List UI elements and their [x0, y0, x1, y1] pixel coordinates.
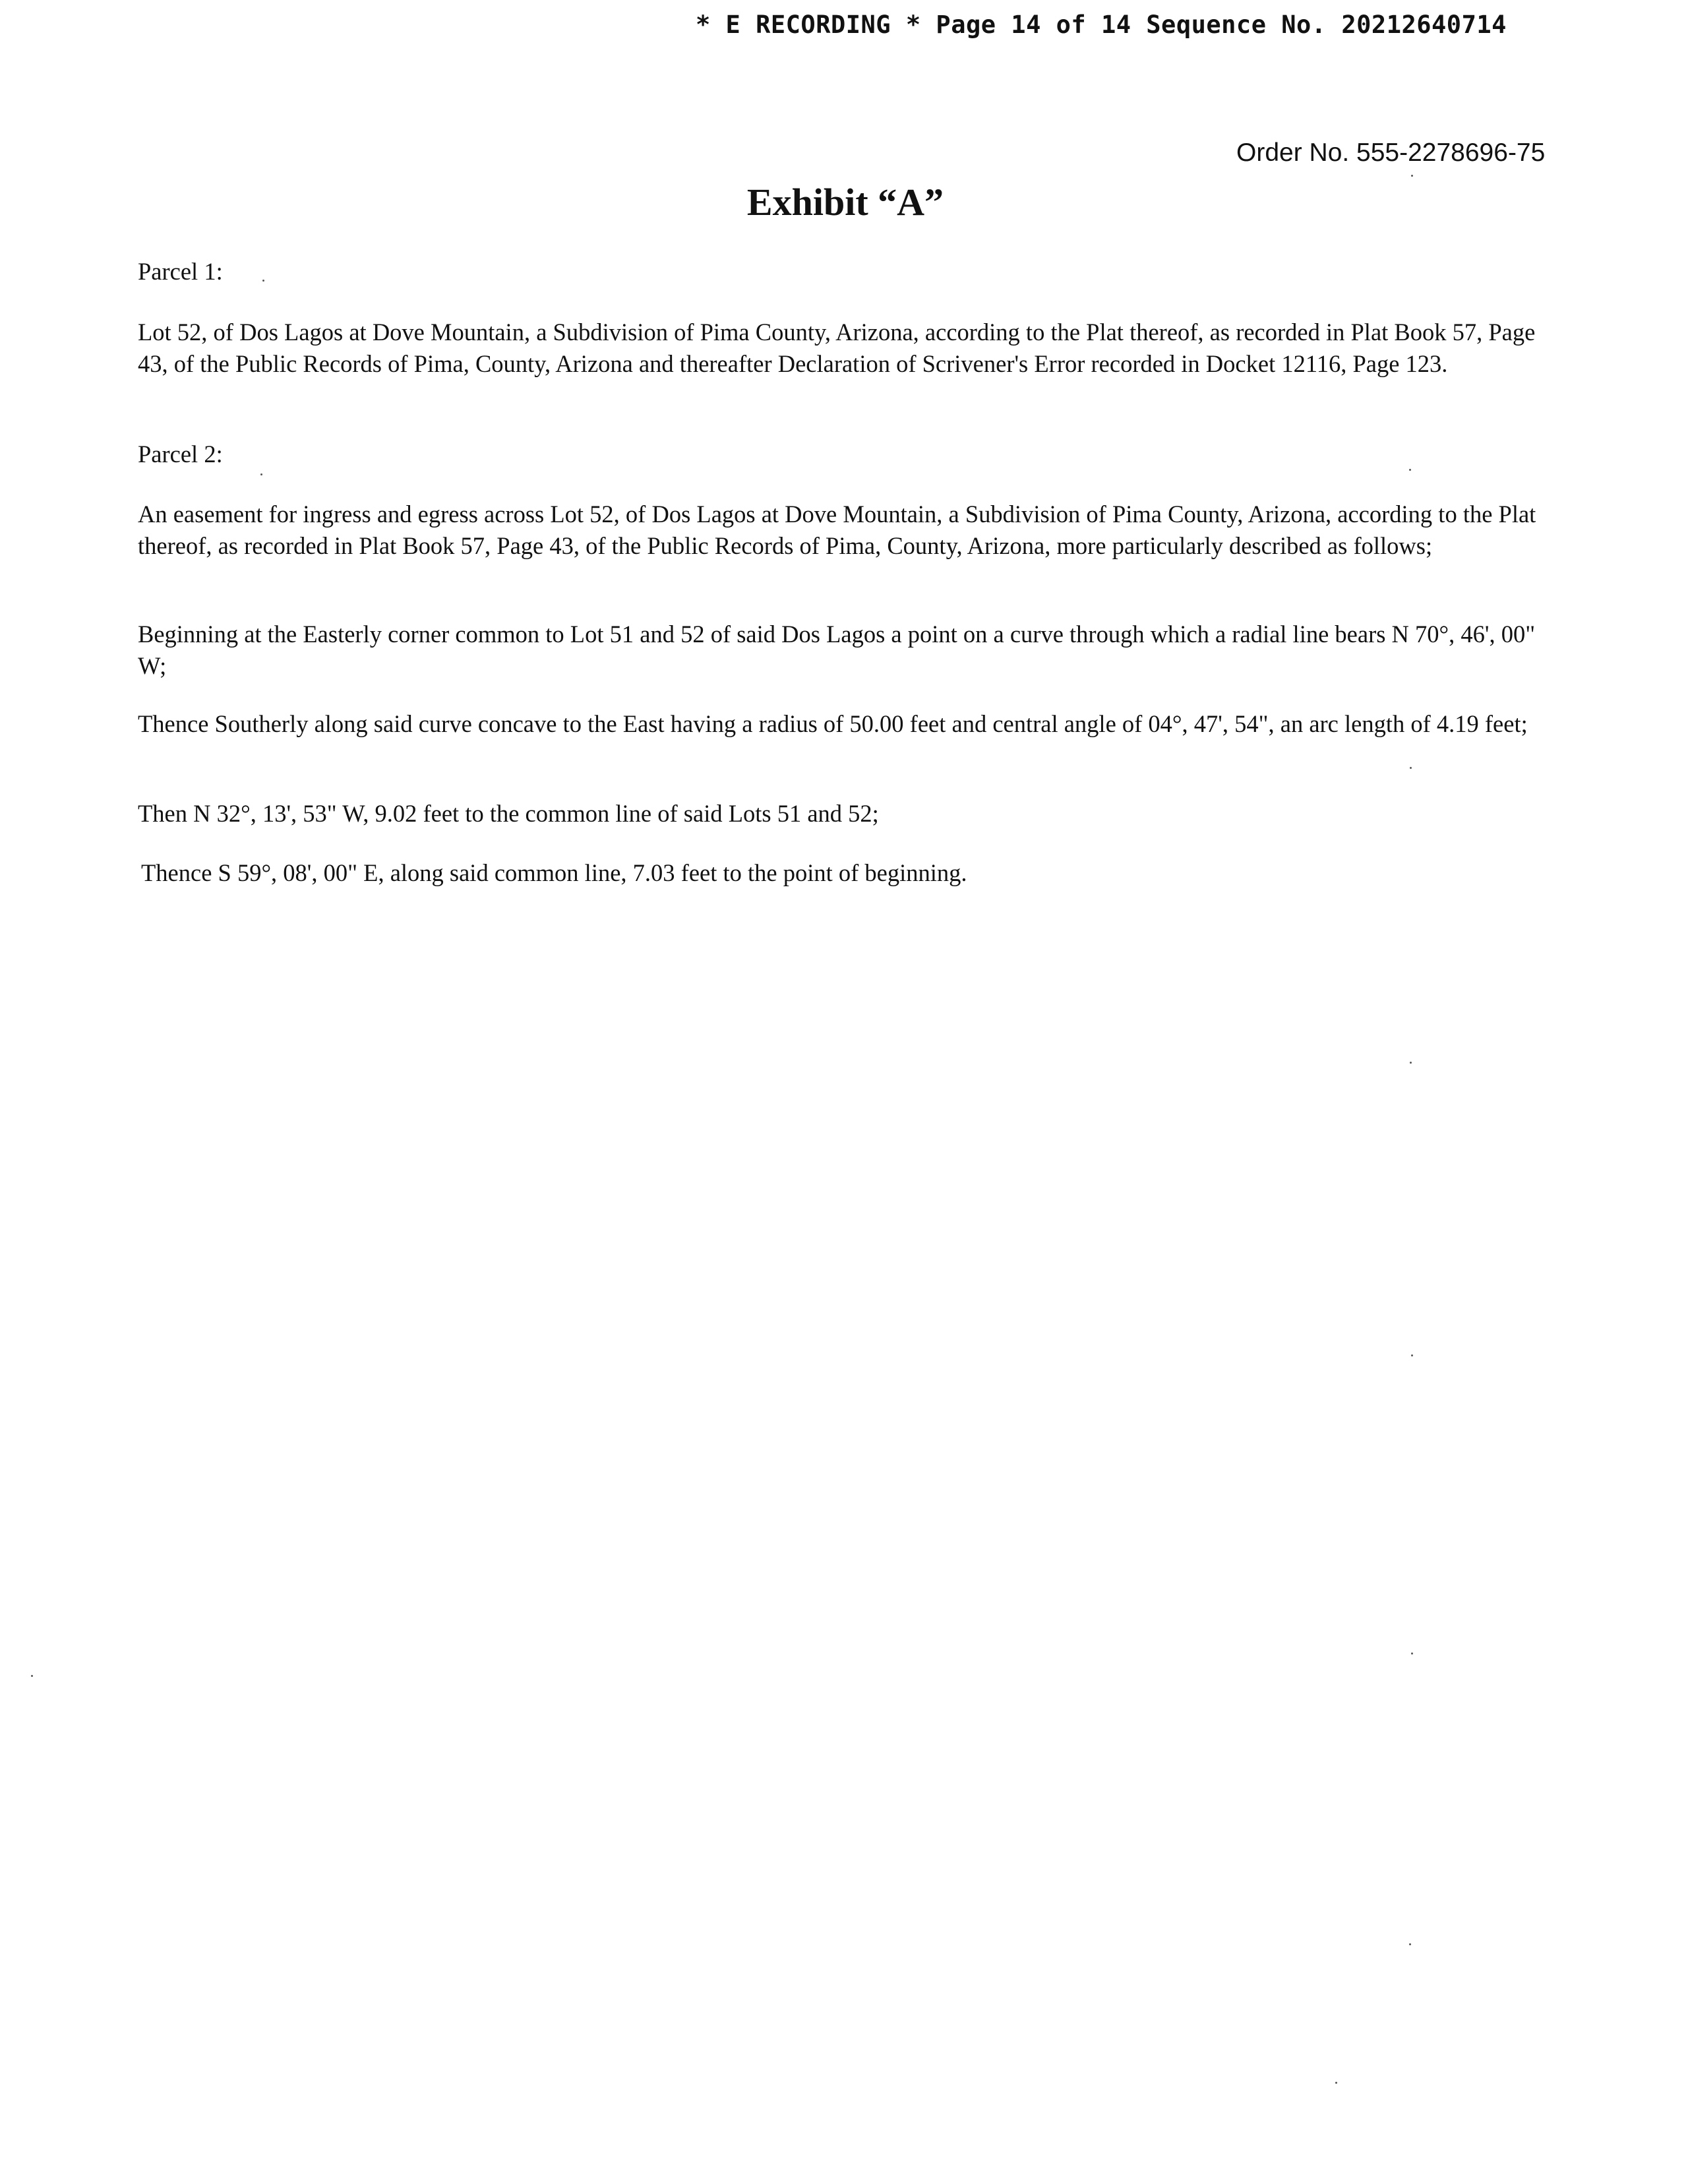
course-line-south: Thence S 59°, 08', 00" E, along said common line, 7.03 feet to the point of beginning.: [141, 859, 967, 886]
exhibit-title: [0, 176, 1688, 229]
scan-speck: [1411, 175, 1413, 177]
scan-speck: [1335, 2082, 1337, 2084]
course-line-north: Then N 32°, 13', 53" W, 9.02 feet to the common line of said Lots 51 and 52;: [138, 800, 879, 827]
parcel-2-label: Parcel 2:: [138, 440, 223, 468]
scan-speck: [262, 280, 264, 282]
recording-stamp: * E RECORDING * Page 14 of 14 Sequence No. 20212640714: [696, 11, 1507, 39]
course-beginning: Beginning at the Easterly corner common to Lot 51 and 52 of said Dos Lagos a point on a curve through which a radial line bears N 70°, 46', 00" W;: [138, 621, 1536, 679]
order-number: Order No. 555-2278696-75: [1236, 138, 1546, 167]
scan-speck: [1409, 469, 1411, 471]
scan-speck: [31, 1675, 33, 1677]
parcel-1-label: Parcel 1:: [138, 258, 223, 285]
exhibit-title-text: Exhibit “A”: [746, 181, 944, 224]
parcel-2-description: An easement for ingress and egress across Lot 52, of Dos Lagos at Dove Mountain, a Subdivision of Pima County, Arizona, according to the Plat thereof, as recorded in Plat Book 57, Page 43, of the Public Records of Pima, County, Arizona, more particularly described as follows;: [138, 501, 1536, 559]
scan-speck: [1411, 1653, 1413, 1654]
scan-speck: [1410, 1062, 1412, 1064]
parcel-1-description: Lot 52, of Dos Lagos at Dove Mountain, a Subdivision of Pima County, Arizona, according to the Plat thereof, as recorded in Plat Book 57, Page 43, of the Public Records of Pima, County, Arizona and thereafter Declaration of Scrivener's Error recorded in Docket 12116, Page 123.: [138, 318, 1536, 377]
scan-speck: [260, 473, 262, 475]
scan-speck: [1410, 767, 1412, 769]
scan-speck: [1409, 1943, 1411, 1945]
course-curve: Thence Southerly along said curve concave to the East having a radius of 50.00 feet and central angle of 04°, 47', 54", an arc length of 4.19 feet;: [138, 710, 1528, 737]
scan-speck: [1411, 1354, 1413, 1356]
